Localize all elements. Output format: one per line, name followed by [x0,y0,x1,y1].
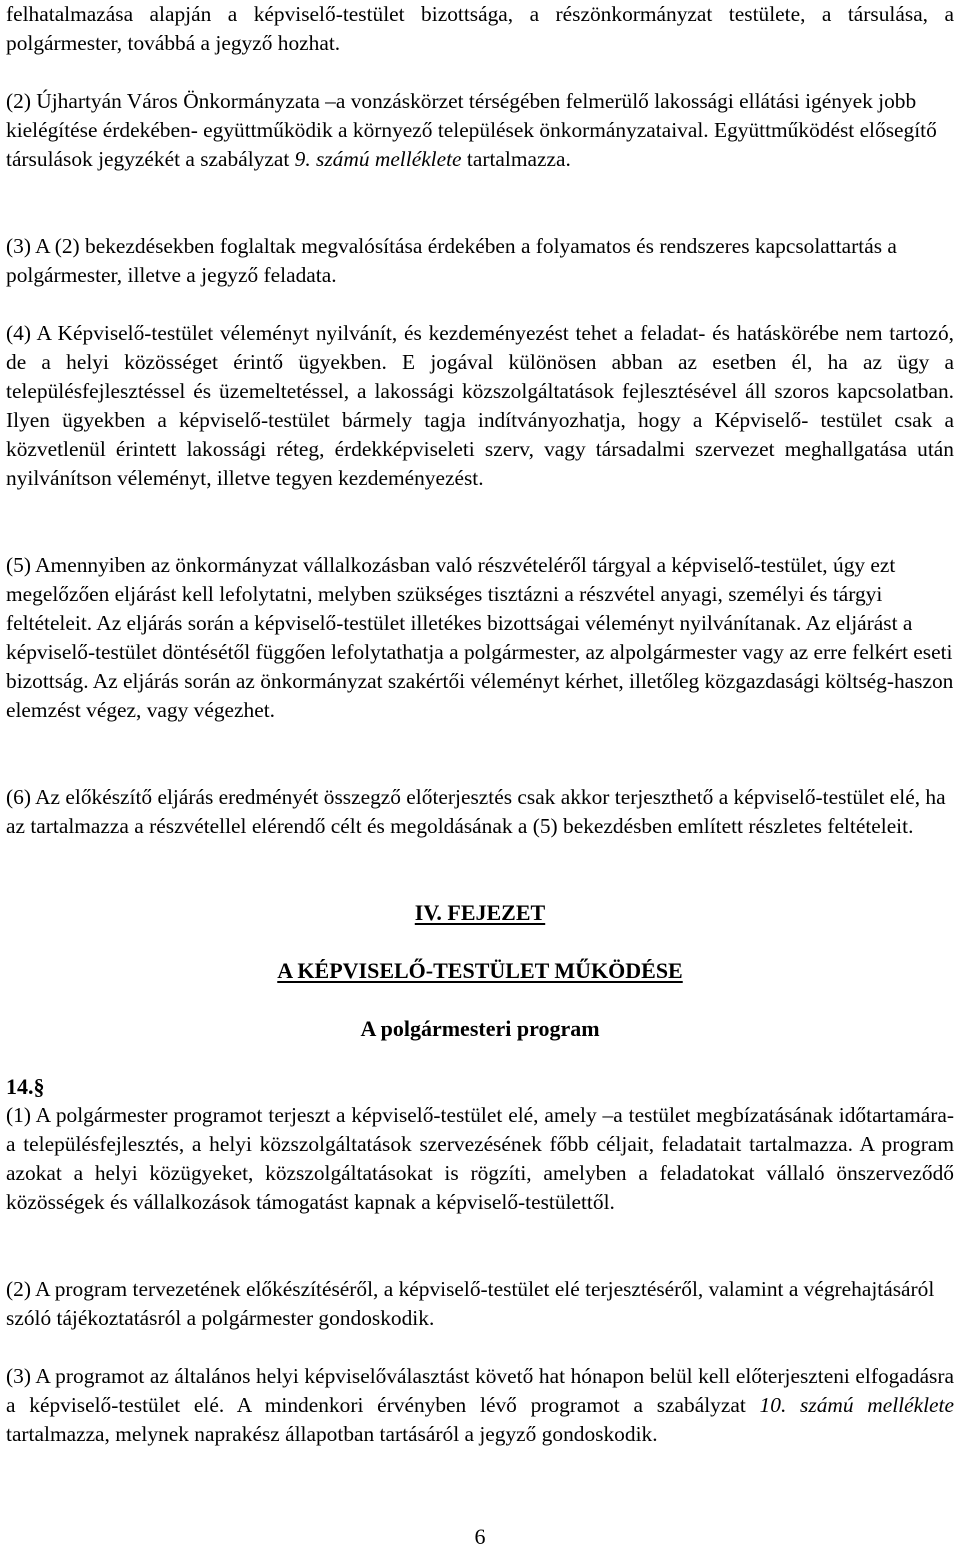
chapter-heading [6,898,954,927]
chapter-number: IV. FEJEZET [414,900,546,925]
paragraph-2-text: (2) Újhartyán Város Önkormányzata –a vonzáskörzet térségében felmerülő lakossági ellátási igények jobb kielégítése érdekében- együttműködik a környező települések önkormányzataival. Együttműködést elősegítő társulások jegyzékét a szabályzat [6,89,937,171]
chapter-title-text: A KÉPVISELŐ-TESTÜLET MŰKÖDÉSE [277,958,683,983]
section-paragraph-1: (1) A polgármester programot terjeszt a képviselő-testület elé, amely –a testület megbízatásának időtartamára- a településfejlesztés, a helyi közszolgáltatások szervezésének főbb céljait, feladatait tartalmazza. A program azokat a helyi közügyeket, közszolgáltatásokat is rögzíti, amelyben a feladatokat vállaló önszerveződő közösségek és vállalkozások támogatást kapnak a képviselő-testülettől. [6,1103,954,1214]
annex-reference-9: 9. számú melléklete [294,147,462,171]
paragraph-3: (3) A (2) bekezdésekben foglaltak megvalósítása érdekében a folyamatos és rendszeres kapcsolattartás a polgármester, illetve a jegyző feladata. [6,234,897,287]
section-title: A polgármesteri program [360,1016,600,1041]
page-number: 6 [474,1524,486,1549]
paragraph-2-tail: tartalmazza. [461,147,571,171]
section-paragraph-3-text: (3) A programot az általános helyi képviselőválasztást követő hat hónapon belül kell előterjeszteni elfogadásra a képviselő-testület elé. A mindenkori érvényben lévő programot a szabályzat [6,1364,954,1417]
paragraph-2 [6,87,954,174]
section-paragraph-3 [6,1362,954,1449]
paragraph-4: (4) A Képviselő-testület véleményt nyilvánít, és kezdeményezést tehet a feladat- és hatáskörébe nem tartozó, de a helyi közösséget érintő ügyekben. E jogával különösen abban az esetben él, ha az ügy a településfejlesztéssel és üzemeltetéssel, a lakossági közszolgáltatások fejlesztésével áll szoros kapcsolatban. Ilyen ügyekben a képviselő-testület bármely tagja indítványozhatja, hogy a Képviselő- testület csak a közvetlenül érintett lakossági réteg, érdekképviseleti szerv, vagy társadalmi szervezet meghallgatása után nyilvánítson véleményt, illetve tegyen kezdeményezést. [6,321,954,490]
chapter-title [6,956,954,985]
paragraph-6: (6) Az előkészítő eljárás eredményét összegző előterjesztés csak akkor terjeszthető a képviselő-testület elé, ha az tartalmazza a részvétellel elérendő célt és megoldásának a (5) bekezdésben említett részletes feltételeit. [6,785,946,838]
section-paragraph-3-tail: tartalmazza, melynek naprakész állapotban tartásáról a jegyző gondoskodik. [6,1422,658,1446]
paragraph-intro: felhatalmazása alapján a képviselő-testület bizottsága, a részönkormányzat testülete, a társulása, a polgármester, továbbá a jegyző hozhat. [6,2,954,55]
paragraph-5: (5) Amennyiben az önkormányzat vállalkozásban való részvételéről tárgyal a képviselő-testület, úgy ezt megelőzően eljárást kell lefolytatni, melyben szükséges tisztázni a részvétel anyagi, személyi és tárgyi feltételeit. Az eljárás során a képviselő-testület illetékes bizottságai véleményt nyilvánítanak. Az eljárást a képviselő-testület döntésétől függően lefolytathatja a polgármester, az alpolgármester vagy az erre felkért eseti bizottság. Az eljárás során az önkormányzat szakértői véleményt kérhet, illetőleg közgazdasági költség-haszon elemzést végez, vagy végezhet. [6,553,954,722]
section-number: 14.§ [6,1074,45,1099]
annex-reference-10: 10. számú melléklete [759,1393,954,1417]
section-paragraph-2: (2) A program tervezetének előkészítéséről, a képviselő-testület elé terjesztéséről, valamint a végrehajtásáról szóló tájékoztatásról a polgármester gondoskodik. [6,1277,935,1330]
